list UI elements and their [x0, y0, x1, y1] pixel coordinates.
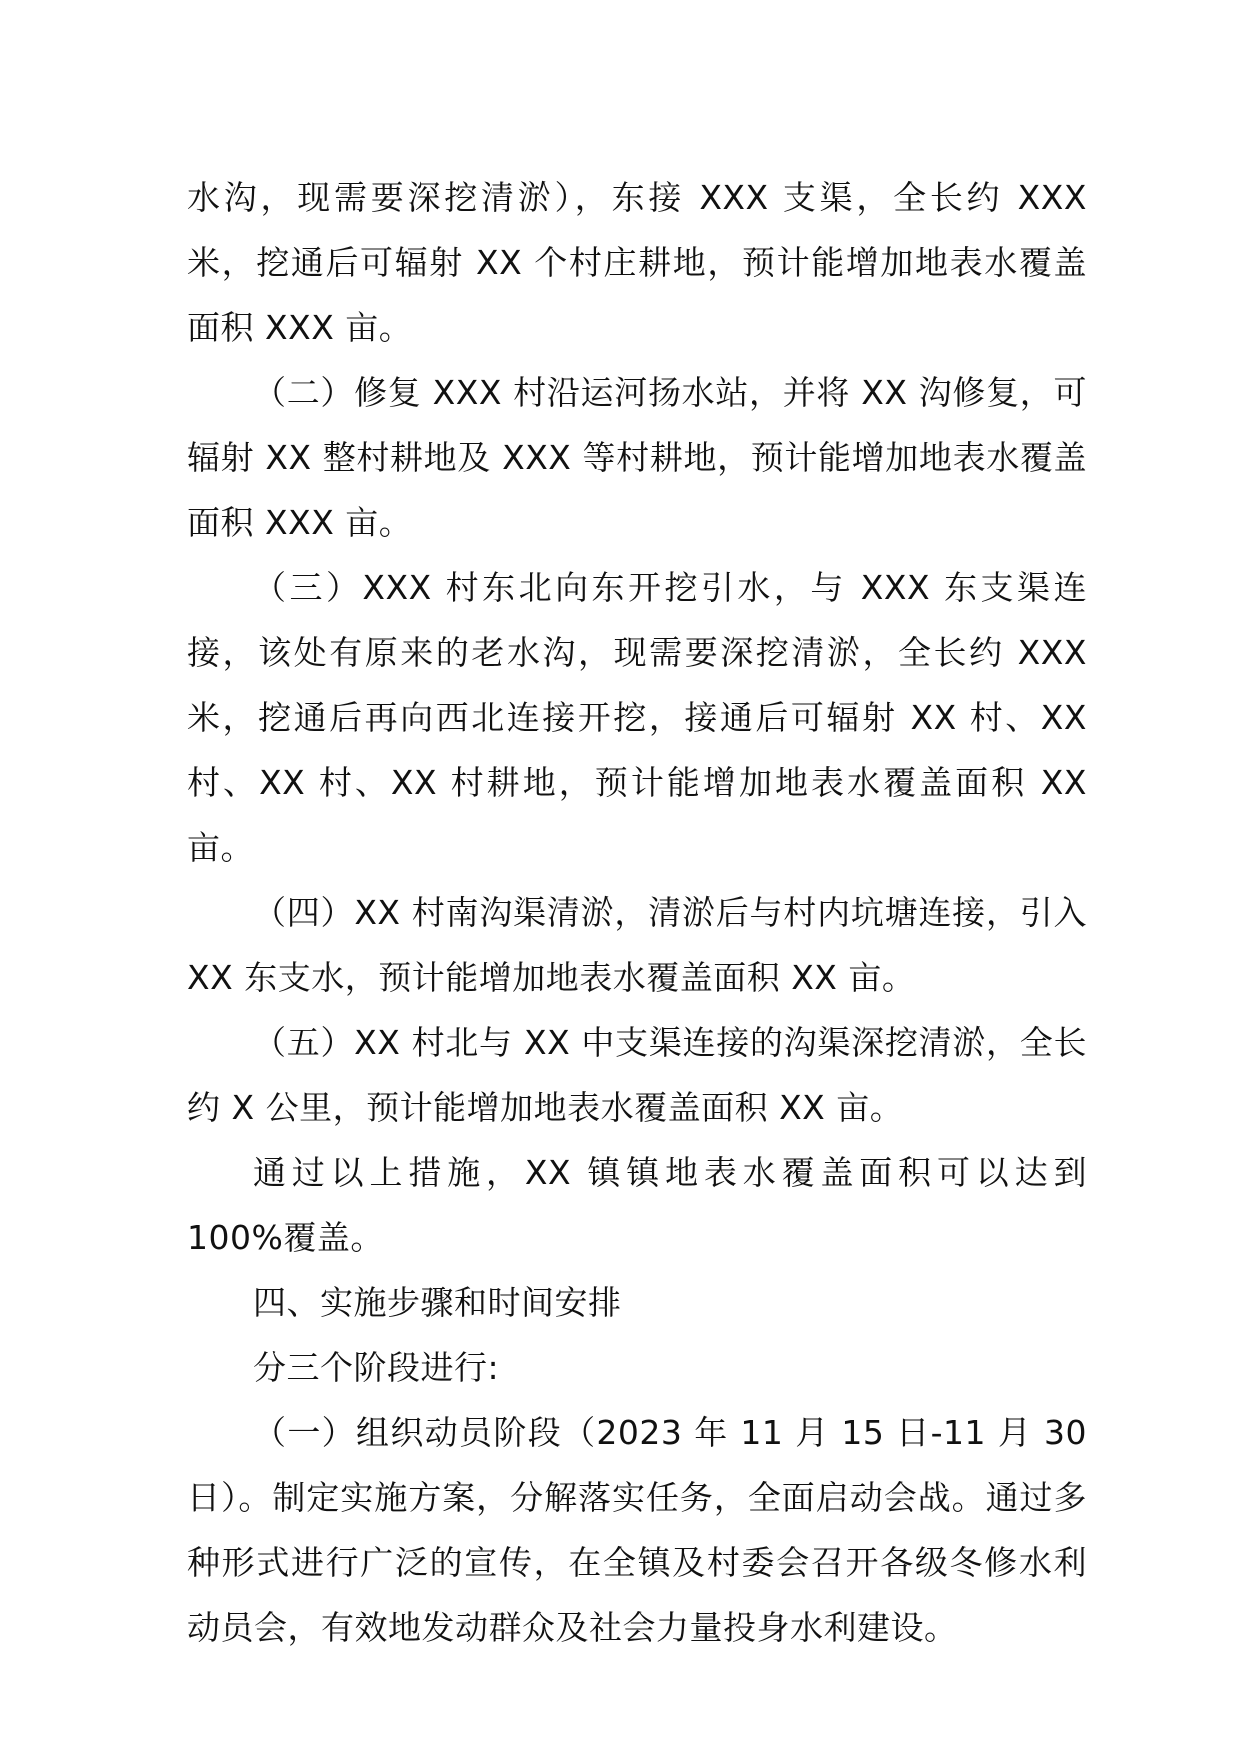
paragraph-item-2: （二）修复 XXX 村沿运河扬水站，并将 XX 沟修复，可辐射 XX 整村耕地及 XXX 等村耕地，预计能增加地表水覆盖面积 XXX 亩。 — [187, 373, 1087, 542]
paragraph-item-3: （三）XXX 村东北向东开挖引水，与 XXX 东支渠连接，该处有原来的老水沟，现需要深挖清淤，全长约 XXX 米，挖通后再向西北连接开挖，接通后可辐射 XX 村、XX 村、XX 村、XX 村耕地，预计能增加地表水覆盖面积 XX 亩。 — [187, 568, 1087, 867]
paragraph-stage-1: （一）组织动员阶段（2023 年 11 月 15 日-11 月 30 日）。制定实施方案，分解落实任务，全面启动会战。通过多种形式进行广泛的宣传，在全镇及村委会召开各级冬修水利动员会，有效地发动群众及社会力量投身水利建设。 — [187, 1413, 1087, 1647]
paragraph-stages-intro: 分三个阶段进行: — [253, 1348, 500, 1387]
document-body — [187, 165, 1087, 1660]
paragraph-item-5: （五）XX 村北与 XX 中支渠连接的沟渠深挖清淤，全长约 X 公里，预计能增加地表水覆盖面积 XX 亩。 — [187, 1023, 1087, 1127]
paragraph-item-4: （四）XX 村南沟渠清淤，清淤后与村内坑塘连接，引入 XX 东支水，预计能增加地表水覆盖面积 XX 亩。 — [187, 893, 1087, 997]
paragraph-summary: 通过以上措施，XX 镇镇地表水覆盖面积可以达到 100%覆盖。 — [187, 1153, 1087, 1257]
section-heading: 四、实施步骤和时间安排 — [253, 1283, 622, 1322]
paragraph-continuation: 水沟，现需要深挖清淤），东接 XXX 支渠，全长约 XXX 米，挖通后可辐射 XX 个村庄耕地，预计能增加地表水覆盖面积 XXX 亩。 — [187, 178, 1087, 347]
